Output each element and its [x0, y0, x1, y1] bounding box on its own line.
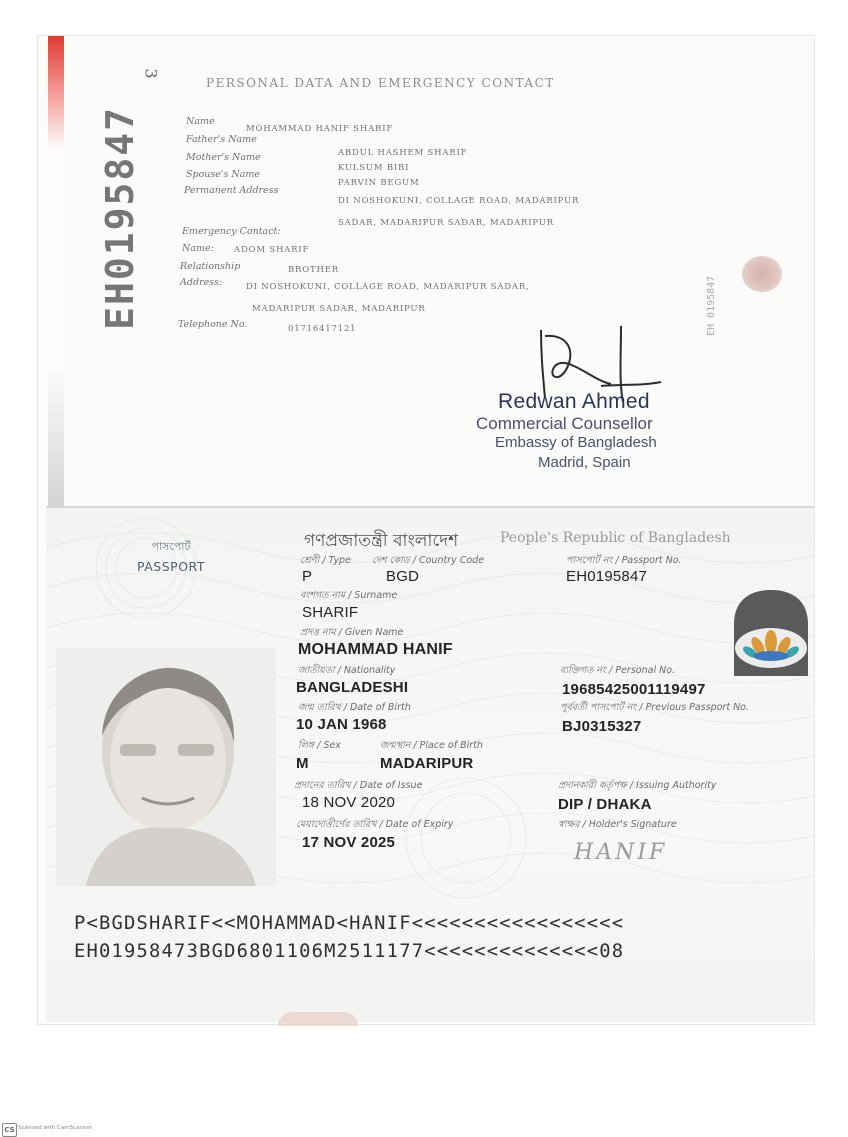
personal-no-label: ব্যক্তিগত নং / Personal No. — [560, 665, 676, 676]
perforated-passport-number: EH0195847 — [98, 106, 142, 330]
holder-signature-label: স্বাক্ষর / Holder's Signature — [558, 819, 677, 830]
given-name-label: প্রদত্ত নাম / Given Name — [300, 627, 404, 638]
side-passport-number: EH 0195847 — [706, 275, 717, 336]
emergency-value-relationship: BROTHER — [288, 265, 339, 275]
signer-organization: Embassy of Bangladesh — [495, 434, 657, 451]
passport-badge-bengali: পাসপোর্ট — [151, 540, 191, 553]
red-seal-stamp — [742, 256, 782, 292]
date-of-expiry-value: 17 NOV 2025 — [302, 834, 396, 851]
passport-badge-english: PASSPORT — [137, 559, 205, 574]
field-value-spouse: PARVIN BEGUM — [338, 178, 420, 188]
dob-label: জন্ম তারিখ / Date of Birth — [298, 702, 411, 713]
scanned-passport-sheet — [38, 36, 814, 1024]
given-name-value: MOHAMMAD HANIF — [298, 641, 453, 658]
nationality-label: জাতীয়তা / Nationality — [298, 665, 396, 676]
camscanner-text: Scanned with CamScanner — [18, 1125, 92, 1131]
signer-title: Commercial Counsellor — [476, 414, 653, 433]
field-label-address: Permanent Address — [184, 185, 279, 196]
field-label-father: Father's Name — [186, 134, 257, 145]
country-code-label: দেশ কোড / Country Code — [372, 555, 485, 566]
country-code-value: BGD — [386, 568, 420, 585]
camscanner-logo: CS — [2, 1123, 17, 1137]
personal-data-heading: PERSONAL DATA AND EMERGENCY CONTACT — [206, 76, 555, 90]
field-value-address-line2: SADAR, MADARIPUR SADAR, MADARIPUR — [338, 218, 554, 228]
emergency-label-address: Address: — [180, 277, 223, 288]
previous-passport-value: BJ0315327 — [562, 718, 642, 735]
date-of-expiry-label: মেয়াদোত্তীর্ণের তারিখ / Date of Expiry — [296, 819, 454, 830]
emergency-value-address-line2: MADARIPUR SADAR, MADARIPUR — [252, 304, 426, 314]
page-edge-strip — [48, 36, 64, 506]
issuing-authority-label: প্রদানকারী কর্তৃপক্ষ / Issuing Authority — [558, 780, 717, 791]
sex-value: M — [296, 755, 309, 772]
nationality-value: BANGLADESHI — [296, 679, 409, 696]
surname-label: বংশগত নাম / Surname — [300, 590, 398, 601]
field-label-spouse: Spouse's Name — [186, 169, 261, 180]
field-value-name: MOHAMMAD HANIF SHARIF — [246, 124, 394, 134]
scanner-thumb-shadow — [278, 1012, 358, 1026]
personal-no-value: 19685425001119497 — [562, 681, 706, 698]
country-name-english: People's Republic of Bangladesh — [500, 530, 731, 546]
passport-badge — [96, 538, 246, 574]
country-name-bengali: গণপ্রজাতন্ত্রী বাংলাদেশ — [304, 531, 459, 551]
field-label-mother: Mother's Name — [186, 152, 261, 163]
emergency-value-name: ADOM SHARIF — [234, 245, 310, 255]
field-value-mother: KULSUM BIBI — [338, 163, 410, 173]
machine-readable-zone — [74, 910, 814, 966]
date-of-issue-label: প্রদানের তারিখ / Date of Issue — [294, 780, 423, 791]
passport-no-value: EH0195847 — [566, 568, 648, 585]
sex-label: লিঙ্গ / Sex — [298, 740, 341, 751]
signer-location: Madrid, Spain — [538, 454, 631, 471]
national-emblem — [728, 584, 814, 676]
holder-signature: HANIF — [574, 840, 668, 865]
signer-name: Redwan Ahmed — [498, 390, 650, 413]
place-of-birth-label: জন্মস্থান / Place of Birth — [380, 740, 483, 751]
previous-passport-label: পূর্ববর্তী পাসপোর্ট নং / Previous Passport No. — [560, 702, 750, 713]
telephone-value: 01716417121 — [288, 324, 357, 334]
passport-emergency-contact-page — [46, 36, 814, 508]
camscanner-watermark — [0, 1121, 90, 1137]
place-of-birth-value: MADARIPUR — [380, 755, 474, 772]
page-number: 3 — [141, 68, 161, 79]
dob-value: 10 JAN 1968 — [296, 716, 387, 733]
mrz-line-2: EH01958473BGD6801106M2511177<<<<<<<<<<<<<<08 — [74, 941, 625, 962]
type-value: P — [302, 568, 313, 585]
date-of-issue-value: 18 NOV 2020 — [302, 794, 396, 811]
telephone-label: Telephone No. — [178, 319, 248, 330]
field-label-name: Name — [186, 116, 215, 127]
issuing-authority-value: DIP / DHAKA — [558, 796, 652, 813]
field-value-address: DI NOSHOKUNI, COLLAGE ROAD, MADARIPUR — [338, 196, 580, 206]
mrz-line-1: P<BGDSHARIF<<MOHAMMAD<HANIF<<<<<<<<<<<<<<<<< — [74, 913, 625, 934]
emergency-label-relationship: Relationship — [180, 261, 241, 272]
emergency-label-name: Name: — [182, 243, 214, 254]
type-label: শ্রেণী / Type — [300, 555, 351, 566]
surname-value: SHARIF — [302, 604, 359, 621]
holder-photo — [56, 648, 276, 886]
emergency-value-address: DI NOSHOKUNI, COLLAGE ROAD, MADARIPUR SADAR, — [246, 282, 530, 292]
passport-data-page — [46, 508, 814, 1022]
passport-no-label: পাসপোর্ট নং / Passport No. — [566, 555, 682, 566]
field-value-father: ABDUL HASHEM SHARIF — [338, 148, 468, 158]
emergency-contact-heading: Emergency Contact: — [182, 226, 281, 237]
